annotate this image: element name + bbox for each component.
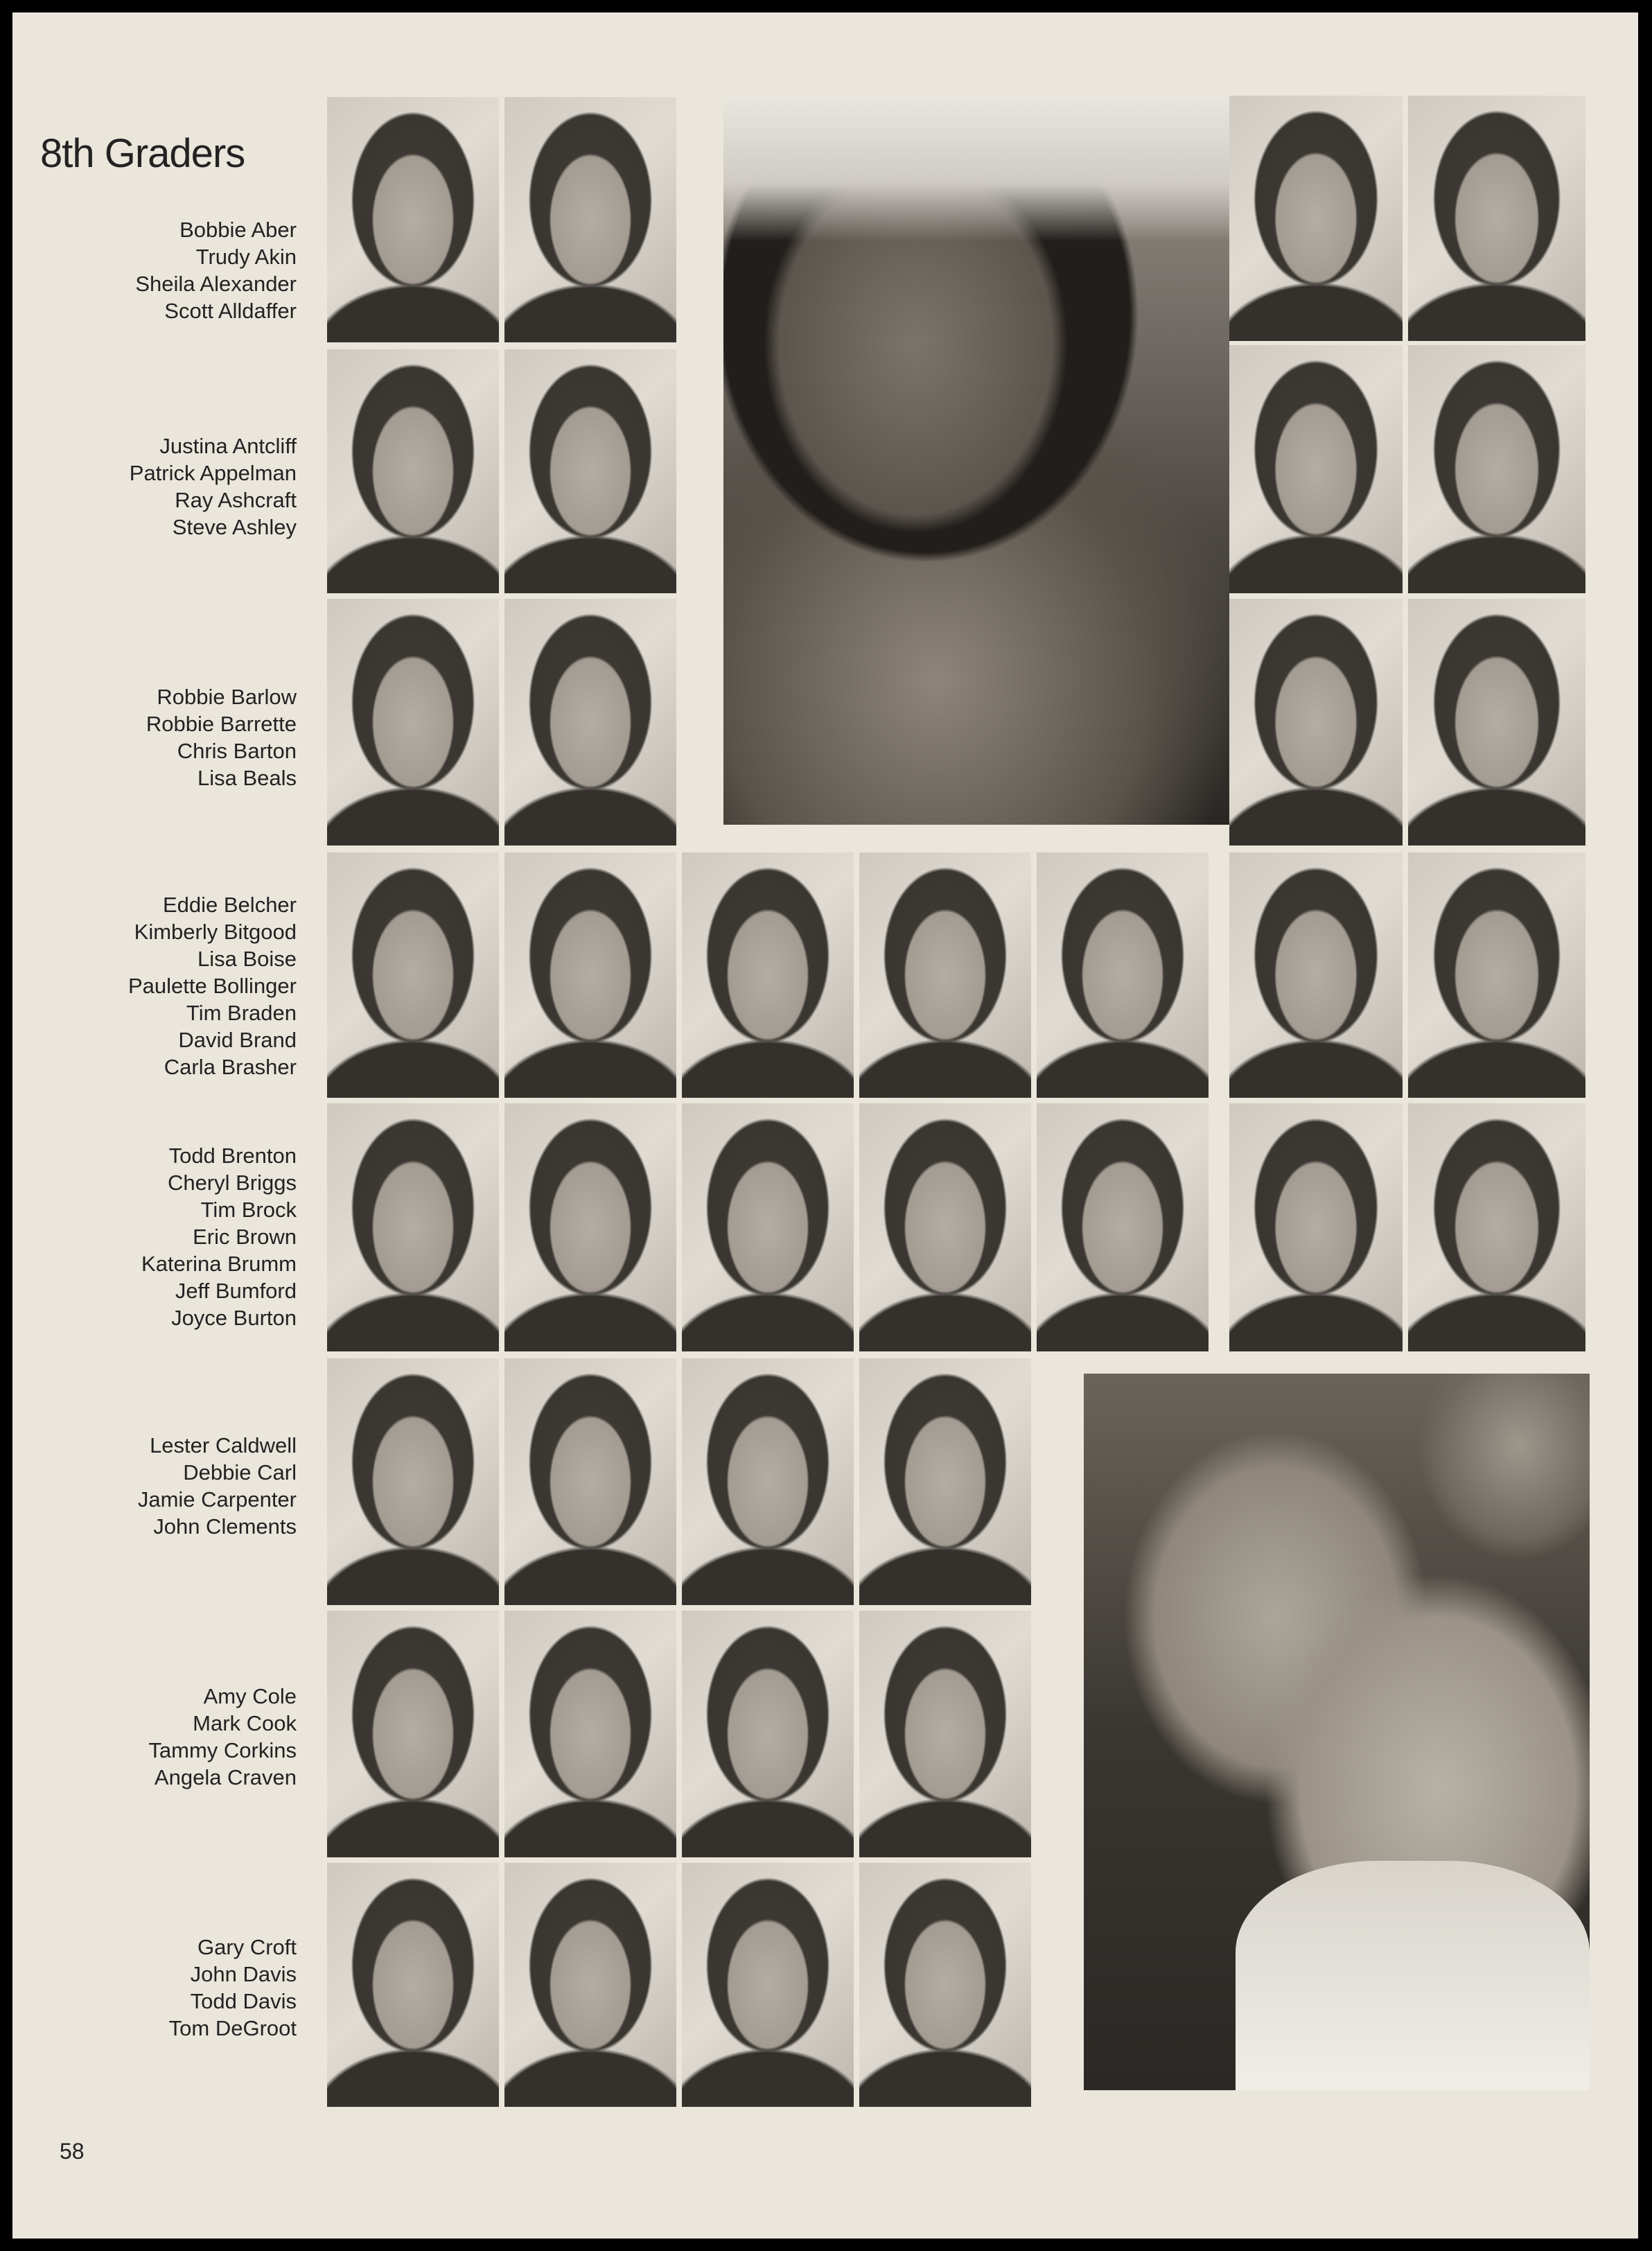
names-row-4 [40,891,297,1080]
student-name: Joyce Burton [171,1306,297,1330]
candid-photo-laughing-girls [1084,1374,1590,2090]
student-portrait [859,852,1031,1098]
student-portrait [1408,345,1585,593]
student-name: Robbie Barlow [157,685,297,709]
student-name: Angela Craven [154,1765,297,1789]
student-name: Tim Brock [200,1198,297,1222]
student-portrait [327,852,499,1098]
names-row-1 [40,216,297,324]
student-portrait [682,1358,854,1605]
student-portrait [682,852,854,1098]
student-name: Todd Brenton [168,1144,297,1168]
student-name: Tom DeGroot [168,2016,297,2040]
student-name: Todd Davis [190,1989,297,2013]
student-portrait [1408,1103,1585,1351]
student-portrait [504,1611,676,1857]
student-name: Jeff Bumford [175,1279,297,1303]
page-title: 8th Graders [40,131,245,176]
page-number: 58 [60,2139,85,2164]
student-portrait [1229,345,1403,593]
student-name: Debbie Carl [183,1460,297,1484]
student-portrait [1229,852,1403,1098]
student-name: Lisa Boise [197,947,297,971]
names-row-7 [40,1683,297,1791]
student-name: Patrick Appelman [129,461,297,485]
student-portrait [1408,96,1585,341]
student-name: Trudy Akin [195,245,297,269]
student-portrait [1229,599,1403,846]
student-name: Ray Ashcraft [175,488,297,512]
student-portrait [1229,1103,1403,1351]
student-name: Jamie Carpenter [137,1487,297,1512]
student-portrait [327,1863,499,2107]
student-portrait [504,599,676,846]
student-portrait [682,1611,854,1857]
student-name: Cheryl Briggs [167,1171,297,1195]
student-portrait [327,1611,499,1857]
names-row-5 [40,1142,297,1331]
student-portrait [1229,96,1403,341]
student-name: Gary Croft [197,1935,297,1959]
student-portrait [1037,1103,1209,1351]
student-portrait [1037,852,1209,1098]
yearbook-page [12,12,1638,2239]
student-name: John Davis [190,1962,297,1986]
student-name: Katerina Brumm [141,1252,297,1276]
student-name: Lester Caldwell [150,1433,297,1457]
student-name: Paulette Bollinger [128,974,297,998]
student-portrait [504,349,676,593]
student-portrait [327,349,499,593]
student-portrait [859,1358,1031,1605]
student-portrait [682,1863,854,2107]
names-row-3 [40,683,297,791]
student-name: Bobbie Aber [179,218,297,242]
student-name: Eddie Belcher [162,893,297,917]
student-portrait [504,97,676,342]
student-name: Eric Brown [193,1225,297,1249]
student-portrait [504,1103,676,1351]
student-portrait [859,1611,1031,1857]
student-name: Chris Barton [177,739,297,763]
student-portrait [327,1358,499,1605]
student-name: Steve Ashley [172,515,297,539]
student-name: David Brand [178,1028,297,1052]
student-portrait [504,1358,676,1605]
student-name: Tammy Corkins [148,1738,297,1762]
student-portrait [327,1103,499,1351]
student-name: Mark Cook [193,1711,297,1735]
student-name: Sheila Alexander [135,272,297,296]
student-name: Justina Antcliff [159,434,297,458]
student-portrait [1408,852,1585,1098]
student-portrait [1408,599,1585,846]
student-portrait [859,1863,1031,2107]
student-name: Amy Cole [203,1684,297,1708]
student-name: Kimberly Bitgood [134,920,297,944]
names-row-2 [40,432,297,541]
student-name: John Clements [153,1514,297,1539]
student-name: Tim Braden [186,1001,297,1025]
student-name: Robbie Barrette [146,712,297,736]
student-portrait [682,1103,854,1351]
student-portrait [327,97,499,342]
names-row-8 [40,1934,297,2042]
student-portrait [859,1103,1031,1351]
candid-photo-detail [1236,1861,1590,2090]
student-name: Scott Alldaffer [164,299,297,323]
student-name: Carla Brasher [164,1055,297,1079]
student-portrait [504,852,676,1098]
student-name: Lisa Beals [197,766,297,790]
candid-photo-girl-fur-coat [723,96,1229,825]
names-row-6 [40,1432,297,1540]
student-portrait [504,1863,676,2107]
student-portrait [327,599,499,846]
